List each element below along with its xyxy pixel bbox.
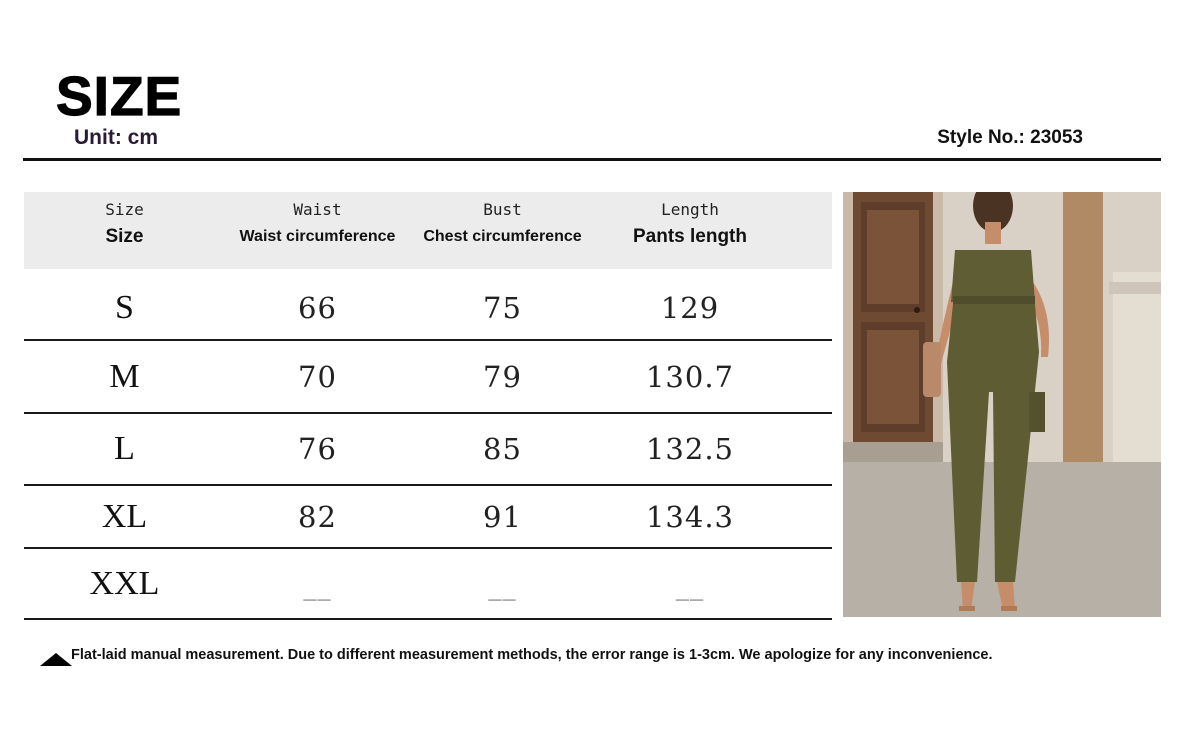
table-row bbox=[24, 486, 832, 549]
header-bust bbox=[410, 192, 595, 269]
header-waist-en: Waist bbox=[293, 200, 342, 219]
header-waist-label: Waist circumference bbox=[239, 228, 396, 245]
table-row bbox=[24, 341, 832, 414]
warning-triangle-icon bbox=[40, 653, 72, 666]
header-length-en: Length bbox=[661, 200, 719, 219]
note-text: Flat-laid manual measurement. Due to different measurement methods, the error range is 1-3cm. We apologize for any inconvenience. bbox=[71, 647, 993, 663]
header-divider bbox=[23, 158, 1161, 161]
header-length bbox=[595, 192, 785, 269]
cell-length: 130.7 bbox=[645, 359, 735, 394]
size-chart-title: SIZE bbox=[56, 65, 183, 127]
product-photo bbox=[843, 192, 1161, 617]
cell-length: 132.5 bbox=[645, 432, 735, 466]
header-size bbox=[24, 192, 225, 269]
cell-bust: __ bbox=[488, 576, 517, 601]
table-row bbox=[24, 549, 832, 620]
size-table bbox=[24, 192, 832, 620]
cell-length: 129 bbox=[660, 291, 720, 325]
table-header bbox=[24, 192, 832, 269]
header-size-label: Size bbox=[105, 226, 144, 247]
cell-waist: 82 bbox=[298, 499, 337, 534]
cell-waist: 76 bbox=[298, 432, 337, 466]
table-row bbox=[24, 269, 832, 341]
cell-waist: 70 bbox=[298, 359, 337, 394]
unit-label: Unit: cm bbox=[74, 126, 158, 149]
header-size-en: Size bbox=[105, 200, 144, 219]
cell-length: 134.3 bbox=[645, 499, 735, 534]
cell-bust: 91 bbox=[483, 499, 522, 534]
cell-size: L bbox=[114, 430, 135, 467]
header-bust-en: Bust bbox=[483, 200, 522, 219]
cell-size: XXL bbox=[89, 564, 160, 602]
cell-length: __ bbox=[675, 576, 705, 601]
cell-size: XL bbox=[101, 497, 148, 535]
cell-size: S bbox=[115, 289, 134, 326]
cell-bust: 85 bbox=[483, 432, 522, 466]
header-waist bbox=[225, 192, 410, 269]
cell-bust: 79 bbox=[483, 359, 522, 394]
cell-waist: 66 bbox=[298, 291, 337, 325]
measurement-note bbox=[40, 644, 994, 666]
header-bust-label: Chest circumference bbox=[423, 228, 582, 245]
cell-waist: __ bbox=[303, 576, 332, 601]
cell-bust: 75 bbox=[483, 291, 522, 325]
header-length-label: Pants length bbox=[632, 226, 747, 247]
table-row bbox=[24, 414, 832, 486]
cell-size: M bbox=[109, 357, 140, 395]
style-number: Style No.: 23053 bbox=[937, 127, 1083, 148]
